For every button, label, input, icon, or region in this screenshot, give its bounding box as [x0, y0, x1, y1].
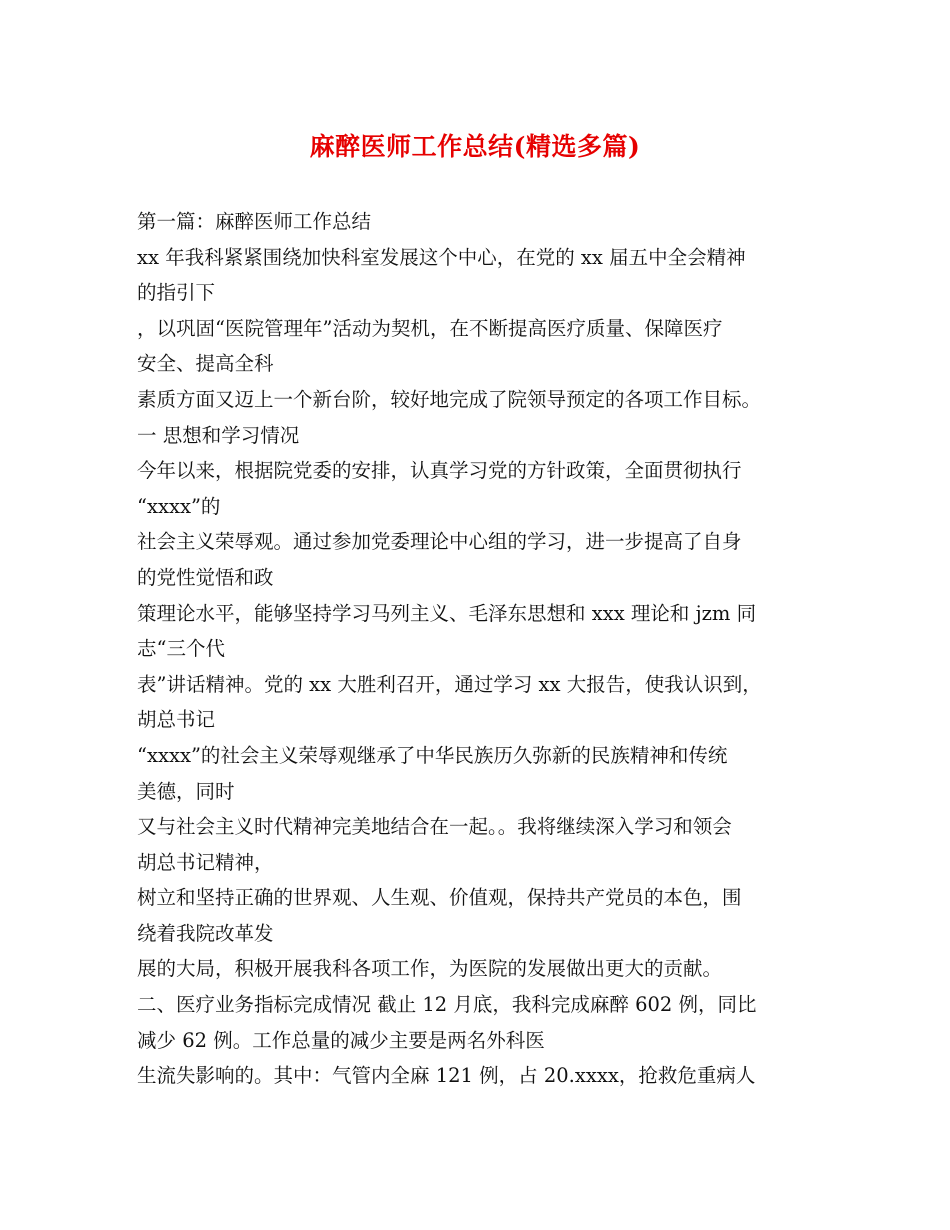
text-line: 胡总书记	[137, 708, 216, 732]
document-title: 麻醉医师工作总结(精选多篇)	[309, 132, 641, 161]
text-line: 第一篇：麻醉医师工作总结	[137, 210, 372, 233]
text-line: xx 年我科紧紧围绕加快科室发展这个中心，在党的 xx 届五中全会精神	[137, 245, 746, 269]
document-body	[137, 204, 837, 1094]
text-line: 绕着我院改革发	[137, 921, 274, 945]
text-line: 志“三个代	[137, 637, 225, 661]
text-line: 又与社会主义时代精神完美地结合在一起。。我将继续深入学习和领会	[137, 815, 732, 839]
text-line: “xxxx”的	[137, 494, 221, 518]
text-line: “xxxx”的社会主义荣辱观继承了中华民族历久弥新的民族精神和传统	[137, 743, 728, 767]
text-line: 生流失影响的。其中：气管内全麻 121 例，占 20.xxxx，抢救危重病人	[137, 1064, 756, 1088]
text-line: 安全、提高全科	[137, 352, 274, 376]
text-line: 的指引下	[137, 281, 216, 305]
text-line: 素质方面又迈上一个新台阶，较好地完成了院领导预定的各项工作目标。	[137, 387, 762, 411]
text-line: 今年以来，根据院党委的安排，认真学习党的方针政策，全面贯彻执行	[137, 459, 742, 483]
text-line: 展的大局，积极开展我科各项工作，为医院的发展做出更大的贡献。	[137, 957, 723, 981]
section-heading: 一 思想和学习情况	[137, 423, 300, 447]
text-line: 表”讲话精神。党的 xx 大胜利召开，通过学习 xx 大报告，使我认识到，	[137, 672, 762, 696]
text-line: 策理论水平，能够坚持学习马列主义、毛泽东思想和 xxx 理论和 jzm 同	[137, 601, 757, 625]
text-line: 美德，同时	[137, 779, 235, 803]
text-line: 减少 62 例。工作总量的减少主要是两名外科医	[137, 1028, 545, 1052]
text-line: 树立和坚持正确的世界观、人生观、价值观，保持共产党员的本色，围	[137, 886, 742, 910]
text-line: 的党性觉悟和政	[137, 565, 274, 589]
text-line: 社会主义荣辱观。通过参加党委理论中心组的学习，进一步提高了自身	[137, 530, 742, 554]
section-heading: 二、医疗业务指标完成情况 截止 12 月底，我科完成麻醉 602 例，同比	[137, 993, 757, 1017]
text-line: ，以巩固“医院管理年”活动为契机，在不断提高医疗质量、保障医疗	[137, 316, 723, 340]
text-line: 胡总书记精神，	[137, 850, 274, 874]
